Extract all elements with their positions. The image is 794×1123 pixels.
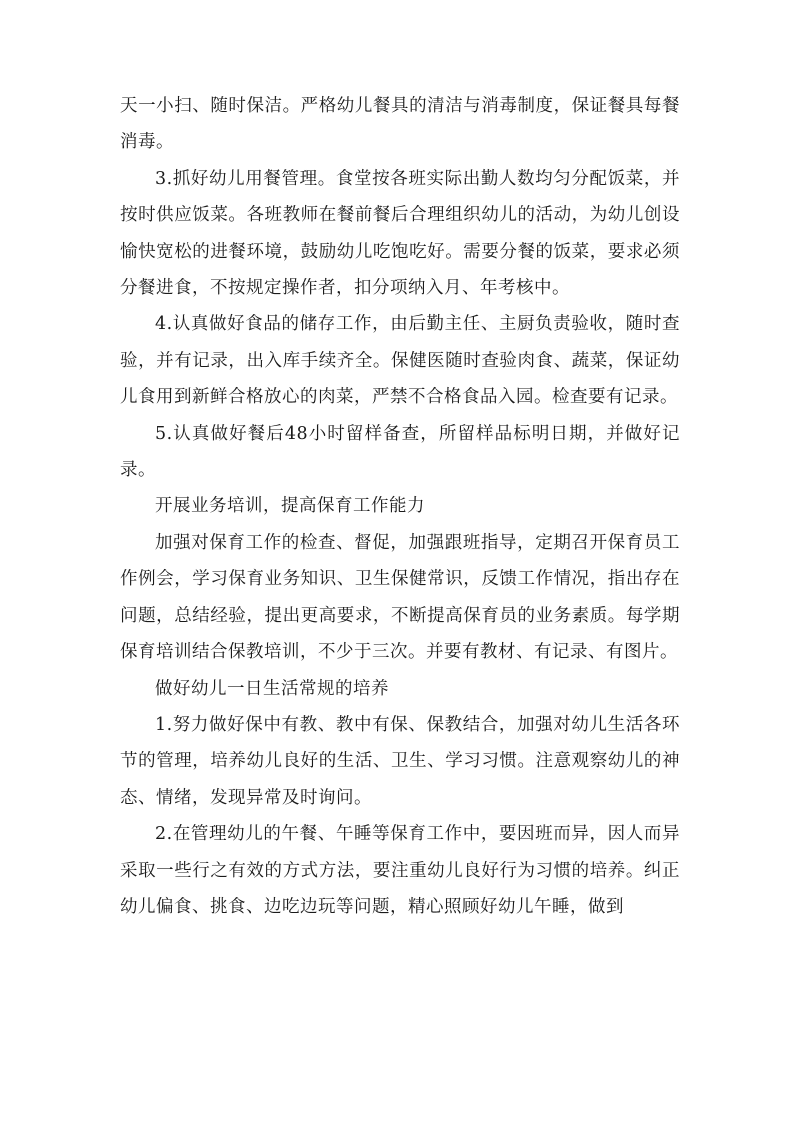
paragraph-continued: 天一小扫、随时保洁。严格幼儿餐具的清洁与消毒制度，保证餐具每餐消毒。 [120,96,680,153]
document-body [120,88,680,925]
paragraph-item-5: 5.认真做好餐后48小时留样备查，所留样品标明日期，并做好记录。 [120,423,680,481]
paragraph-routine-item-1: 1.努力做好保中有教、教中有保、保教结合，加强对幼儿生活各环节的管理，培养幼儿良好的生活、卫生、学习习惯。注意观察幼儿的神态、情绪，发现异常及时询问。 [120,714,680,808]
paragraph-routine-item-2: 2.在管理幼儿的午餐、午睡等保育工作中，要因班而异，因人而异采取一些行之有效的方式方法，要注重幼儿良好行为习惯的培养。纠正幼儿偏食、挑食、边吃边玩等问题，精心照顾好幼儿午睡，做到 [120,824,680,917]
paragraph-training: 加强对保育工作的检查、督促，加强跟班指导，定期召开保育员工作例会，学习保育业务知识、卫生保健常识，反馈工作情况，指出存在问题，总结经验，提出更高要求，不断提高保育员的业务素质。每学期保育培训结合保教培训，不少于三次。并要有教材、有记录、有图片。 [120,532,680,663]
section-heading-daily-routine: 做好幼儿一日生活常规的培养 [155,678,389,699]
paragraph-item-4: 4.认真做好食品的储存工作，由后勤主任、主厨负责验收，随时查验，并有记录，出入库手续齐全。保健医随时查验肉食、蔬菜，保证幼儿食用到新鲜合格放心的肉菜，严禁不合格食品入园。检查要有记录。 [120,314,680,408]
paragraph-item-3: 3.抓好幼儿用餐管理。食堂按各班实际出勤人数均匀分配饭菜，并按时供应饭菜。各班教师在餐前餐后合理组织幼儿的活动，为幼儿创设愉快宽松的进餐环境，鼓励幼儿吃饱吃好。需要分餐的饭菜，要求必须分餐进食，不按规定操作者，扣分项纳入月、年考核中。 [120,168,680,299]
section-heading-training: 开展业务培训，提高保育工作能力 [155,496,425,517]
